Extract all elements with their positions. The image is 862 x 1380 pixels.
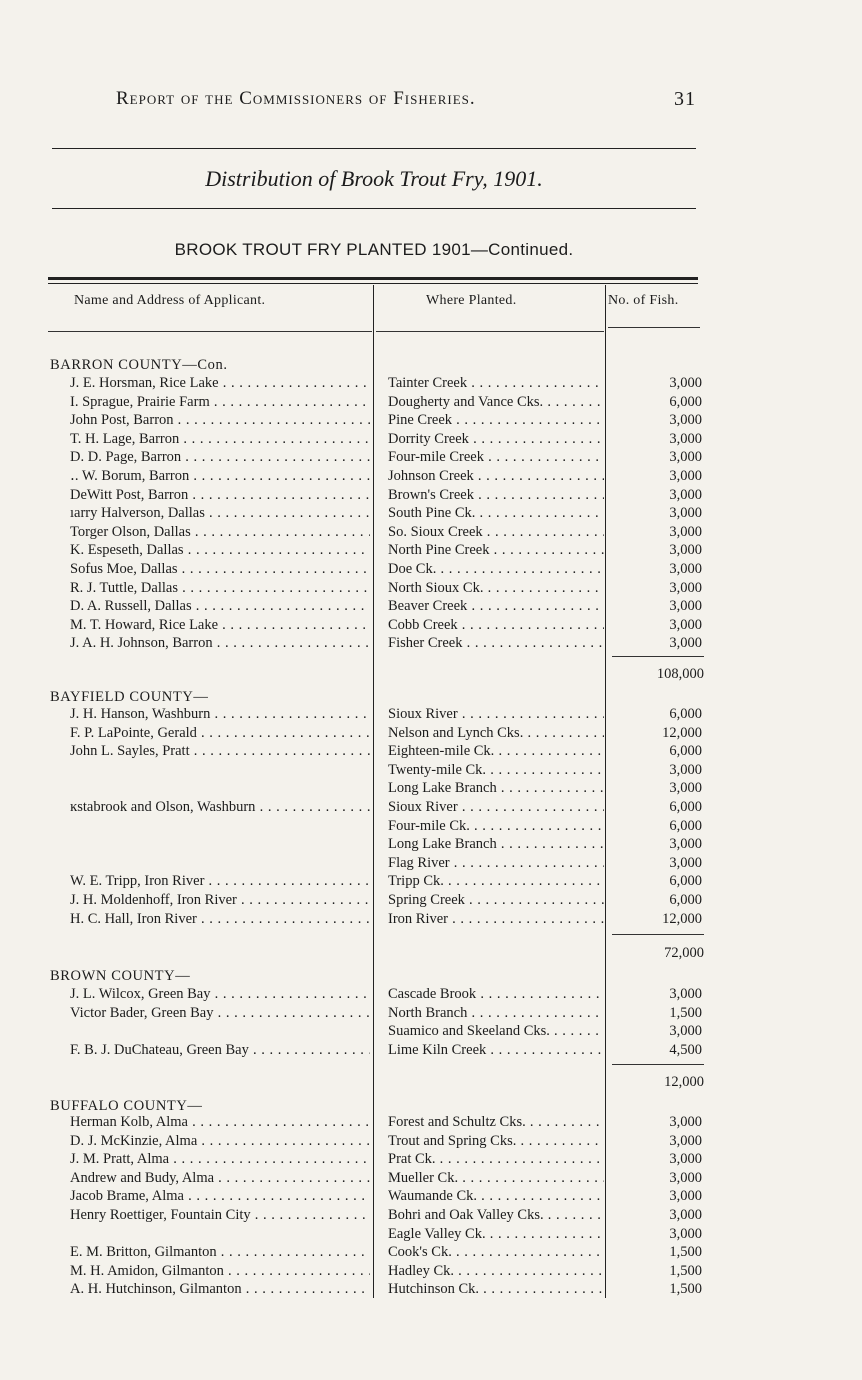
planting-location: Doe Ck. . . .	[388, 561, 604, 578]
applicant-name: John Post, Barron . . .	[70, 412, 370, 429]
planting-location: Cobb Creek . . .	[388, 617, 604, 634]
planting-location: Tainter Creek . . .	[388, 375, 604, 392]
column-header-fish: No. of Fish.	[608, 293, 679, 308]
table-row	[0, 505, 862, 523]
fish-count: 6,000	[669, 873, 702, 890]
applicant-name: J. H. Moldenhoff, Iron River . . .	[70, 892, 370, 909]
fish-count: 6,000	[669, 817, 702, 834]
applicant-name: Sofus Moe, Dallas . . .	[70, 561, 370, 578]
applicant-name: W. E. Tripp, Iron River . . .	[70, 873, 370, 890]
applicant-name: DeWitt Post, Barron . . .	[70, 487, 370, 504]
table-row	[0, 725, 862, 743]
fish-count: 3,000	[669, 1207, 702, 1223]
table-row	[0, 780, 862, 798]
fish-count: 3,000	[669, 430, 702, 447]
table-row	[0, 375, 862, 393]
applicant-name: J. E. Horsman, Rice Lake . . .	[70, 375, 370, 392]
fish-count: 3,000	[669, 486, 702, 503]
table-row	[0, 986, 862, 1004]
fish-count: 3,000	[669, 1151, 702, 1168]
table-row	[0, 1207, 862, 1225]
fish-count: 12,000	[662, 910, 702, 927]
county-heading: BARRON COUNTY—Con.	[50, 357, 228, 373]
fish-count: 6,000	[669, 706, 702, 722]
applicant-name: J. A. H. Johnson, Barron . . .	[70, 635, 370, 652]
page-subtitle: Distribution of Brook Trout Fry, 1901.	[205, 166, 543, 191]
applicant-name: F. P. LaPointe, Gerald . . .	[70, 725, 370, 742]
table-row	[0, 1151, 862, 1169]
applicant-name: M. T. Howard, Rice Lake . . .	[70, 617, 370, 634]
fish-count: 3,000	[669, 854, 702, 871]
table-row	[0, 561, 862, 579]
table-row	[0, 412, 862, 430]
applicant-name: T. H. Lage, Barron . . .	[70, 431, 370, 448]
planting-location: Four-mile Creek . . .	[388, 449, 604, 466]
column-header-where: Where Planted.	[426, 293, 517, 308]
fish-count: 1,500	[669, 1004, 702, 1021]
fish-count: 3,000	[669, 616, 702, 633]
county-heading: BUFFALO COUNTY—	[50, 1098, 203, 1114]
fish-count: 3,000	[669, 1023, 702, 1040]
planting-location: Waumande Ck. . . .	[388, 1188, 604, 1205]
fish-count: 3,000	[669, 523, 702, 540]
planting-location: Lime Kiln Creek . . .	[388, 1042, 604, 1059]
applicant-name: F. B. J. DuChateau, Green Bay . . .	[70, 1042, 370, 1059]
fish-count: 3,000	[669, 1188, 702, 1205]
planting-location: Hadley Ck. . . .	[388, 1263, 604, 1280]
fish-count: 3,000	[669, 635, 702, 652]
fish-count: 1,500	[669, 1281, 702, 1298]
applicant-name: D. D. Page, Barron . . .	[70, 449, 370, 466]
applicant-name: J. M. Pratt, Alma . . .	[70, 1151, 370, 1168]
planting-location: Cascade Brook . . .	[388, 986, 604, 1003]
fish-count: 3,000	[669, 542, 702, 559]
subtotal-rule	[612, 656, 704, 657]
header-underline-mid	[376, 331, 604, 332]
applicant-name: Victor Bader, Green Bay . . .	[70, 1005, 370, 1022]
table-row	[0, 449, 862, 467]
applicant-name: M. H. Amidon, Gilmanton . . .	[70, 1263, 370, 1280]
table-row	[0, 706, 862, 724]
county-heading: BROWN COUNTY—	[50, 968, 191, 984]
table-row	[0, 799, 862, 817]
planting-location: South Pine Ck. . . .	[388, 505, 604, 522]
subtitle-rule	[52, 208, 696, 209]
subtotal-rule	[612, 934, 704, 935]
table-row	[0, 431, 862, 449]
planting-location: So. Sioux Creek . . .	[388, 524, 604, 541]
fish-count: 3,000	[669, 375, 702, 391]
planting-location: Eagle Valley Ck. . . .	[388, 1226, 604, 1243]
table-row	[0, 836, 862, 854]
planting-location: Beaver Creek . . .	[388, 598, 604, 615]
table-row	[0, 892, 862, 910]
planting-location: Dougherty and Vance Cks. . . .	[388, 394, 604, 411]
planting-location: Sioux River . . .	[388, 706, 604, 723]
planting-location: Pine Creek . . .	[388, 412, 604, 429]
planting-location: Suamico and Skeeland Cks. . . .	[388, 1023, 604, 1040]
applicant-name: E. M. Britton, Gilmanton . . .	[70, 1244, 370, 1261]
table-row	[0, 1005, 862, 1023]
county-total: 12,000	[664, 1074, 704, 1090]
fish-count: 12,000	[662, 724, 702, 741]
fish-count: 3,000	[669, 780, 702, 797]
applicant-name: Torger Olson, Dallas . . .	[70, 524, 370, 541]
fish-count: 3,000	[669, 836, 702, 853]
fish-count: 6,000	[669, 393, 702, 410]
table-row	[0, 855, 862, 873]
applicant-name: A. H. Hutchinson, Gilmanton . . .	[70, 1281, 370, 1298]
table-row	[0, 617, 862, 635]
applicant-name: ․. W. Borum, Barron . . .	[70, 468, 370, 485]
page-number: 31	[674, 88, 696, 110]
planting-location: North Branch . . .	[388, 1005, 604, 1022]
planting-location: Long Lake Branch . . .	[388, 836, 604, 853]
applicant-name: Andrew and Budy, Alma . . .	[70, 1170, 370, 1187]
header-underline-left	[48, 331, 372, 332]
planting-location: Four-mile Ck. . . .	[388, 818, 604, 835]
applicant-name: ĸstabrook and Olson, Washburn . . .	[70, 799, 370, 816]
table-row	[0, 1244, 862, 1262]
planting-location: Johnson Creek . . .	[388, 468, 604, 485]
table-row	[0, 1281, 862, 1299]
fish-count: 6,000	[669, 743, 702, 760]
fish-count: 4,500	[669, 1041, 702, 1058]
planting-location: Forest and Schultz Cks. . . .	[388, 1114, 604, 1131]
fish-count: 3,000	[669, 412, 702, 429]
table-row	[0, 487, 862, 505]
planting-location: Iron River . . .	[388, 911, 604, 928]
applicant-name: D. J. McKinzie, Alma . . .	[70, 1133, 370, 1150]
table-row	[0, 743, 862, 761]
applicant-name: Henry Roettiger, Fountain City . . .	[70, 1207, 370, 1224]
table-row	[0, 911, 862, 929]
county-total: 72,000	[664, 945, 704, 961]
fish-count: 3,000	[669, 598, 702, 615]
table-row	[0, 635, 862, 653]
fish-count: 3,000	[669, 1169, 702, 1186]
applicant-name: John L. Sayles, Pratt . . .	[70, 743, 370, 760]
table-row	[0, 394, 862, 412]
table-row	[0, 873, 862, 891]
applicant-name: ıarry Halverson, Dallas . . .	[70, 505, 370, 522]
planting-location: Tripp Ck. . . .	[388, 873, 604, 890]
fish-count: 3,000	[669, 468, 702, 484]
fish-count: 1,500	[669, 1262, 702, 1279]
planting-location: Eighteen-mile Ck. . . .	[388, 743, 604, 760]
planting-location: Hutchinson Ck. . . .	[388, 1281, 604, 1298]
planting-location: Fisher Creek . . .	[388, 635, 604, 652]
fish-count: 3,000	[669, 561, 702, 577]
fish-count: 3,000	[669, 579, 702, 596]
column-header-applicant: Name and Address of Applicant.	[74, 293, 266, 308]
county-heading: BAYFIELD COUNTY—	[50, 689, 209, 705]
table-top-rule	[48, 277, 698, 280]
table-row	[0, 1133, 862, 1151]
applicant-name: K. Espeseth, Dallas . . .	[70, 542, 370, 559]
table-top-rule-thin	[48, 283, 698, 284]
table-row	[0, 1226, 862, 1244]
planting-location: Brown's Creek . . .	[388, 487, 604, 504]
fish-count: 6,000	[669, 892, 702, 908]
planting-location: Flag River . . .	[388, 855, 604, 872]
header-underline-right	[608, 327, 700, 328]
table-row	[0, 598, 862, 616]
table-row	[0, 524, 862, 542]
planting-location: North Sioux Ck. . . .	[388, 580, 604, 597]
top-rule	[52, 148, 696, 149]
applicant-name: H. C. Hall, Iron River . . .	[70, 911, 370, 928]
table-row	[0, 1114, 862, 1132]
running-head	[116, 88, 696, 118]
applicant-name: Jacob Brame, Alma . . .	[70, 1188, 370, 1205]
running-title: Report of the Commissioners of Fisheries.	[116, 88, 476, 109]
county-total: 108,000	[656, 666, 704, 682]
planting-location: Bohri and Oak Valley Cks. . . .	[388, 1207, 604, 1224]
applicant-name: I. Sprague, Prairie Farm . . .	[70, 394, 370, 411]
planting-location: Cook's Ck. . . .	[388, 1244, 604, 1261]
fish-count: 3,000	[669, 1132, 702, 1149]
fish-count: 3,000	[669, 986, 702, 1002]
planting-location: Mueller Ck. . . .	[388, 1170, 604, 1187]
applicant-name: J. L. Wilcox, Green Bay . . .	[70, 986, 370, 1003]
fish-count: 3,000	[669, 505, 702, 522]
table-row	[0, 818, 862, 836]
table-row	[0, 468, 862, 486]
fish-count: 3,000	[669, 1114, 702, 1130]
table-row	[0, 580, 862, 598]
planting-location: North Pine Creek . . .	[388, 542, 604, 559]
planting-location: Long Lake Branch . . .	[388, 780, 604, 797]
planting-location: Twenty-mile Ck. . . .	[388, 762, 604, 779]
table-row	[0, 1170, 862, 1188]
fish-count: 6,000	[669, 799, 702, 815]
planting-location: Trout and Spring Cks. . . .	[388, 1133, 604, 1150]
planting-location: Spring Creek . . .	[388, 892, 604, 909]
applicant-name: D. A. Russell, Dallas . . .	[70, 598, 370, 615]
table-title: BROOK TROUT FRY PLANTED 1901—Continued.	[174, 240, 574, 259]
fish-count: 1,500	[669, 1244, 702, 1261]
table-row	[0, 542, 862, 560]
planting-location: Prat Ck. . . .	[388, 1151, 604, 1168]
planting-location: Sioux River . . .	[388, 799, 604, 816]
subtotal-rule	[612, 1064, 704, 1065]
applicant-name: J. H. Hanson, Washburn . . .	[70, 706, 370, 723]
table-row	[0, 762, 862, 780]
applicant-name: Herman Kolb, Alma . . .	[70, 1114, 370, 1131]
table-row	[0, 1042, 862, 1060]
planting-location: Dorrity Creek . . .	[388, 431, 604, 448]
table-row	[0, 1188, 862, 1206]
applicant-name: R. J. Tuttle, Dallas . . .	[70, 580, 370, 597]
table-row	[0, 1023, 862, 1041]
fish-count: 3,000	[669, 1225, 702, 1242]
planting-location: Nelson and Lynch Cks. . . .	[388, 725, 604, 742]
table-row	[0, 1263, 862, 1281]
fish-count: 3,000	[669, 761, 702, 778]
fish-count: 3,000	[669, 449, 702, 466]
